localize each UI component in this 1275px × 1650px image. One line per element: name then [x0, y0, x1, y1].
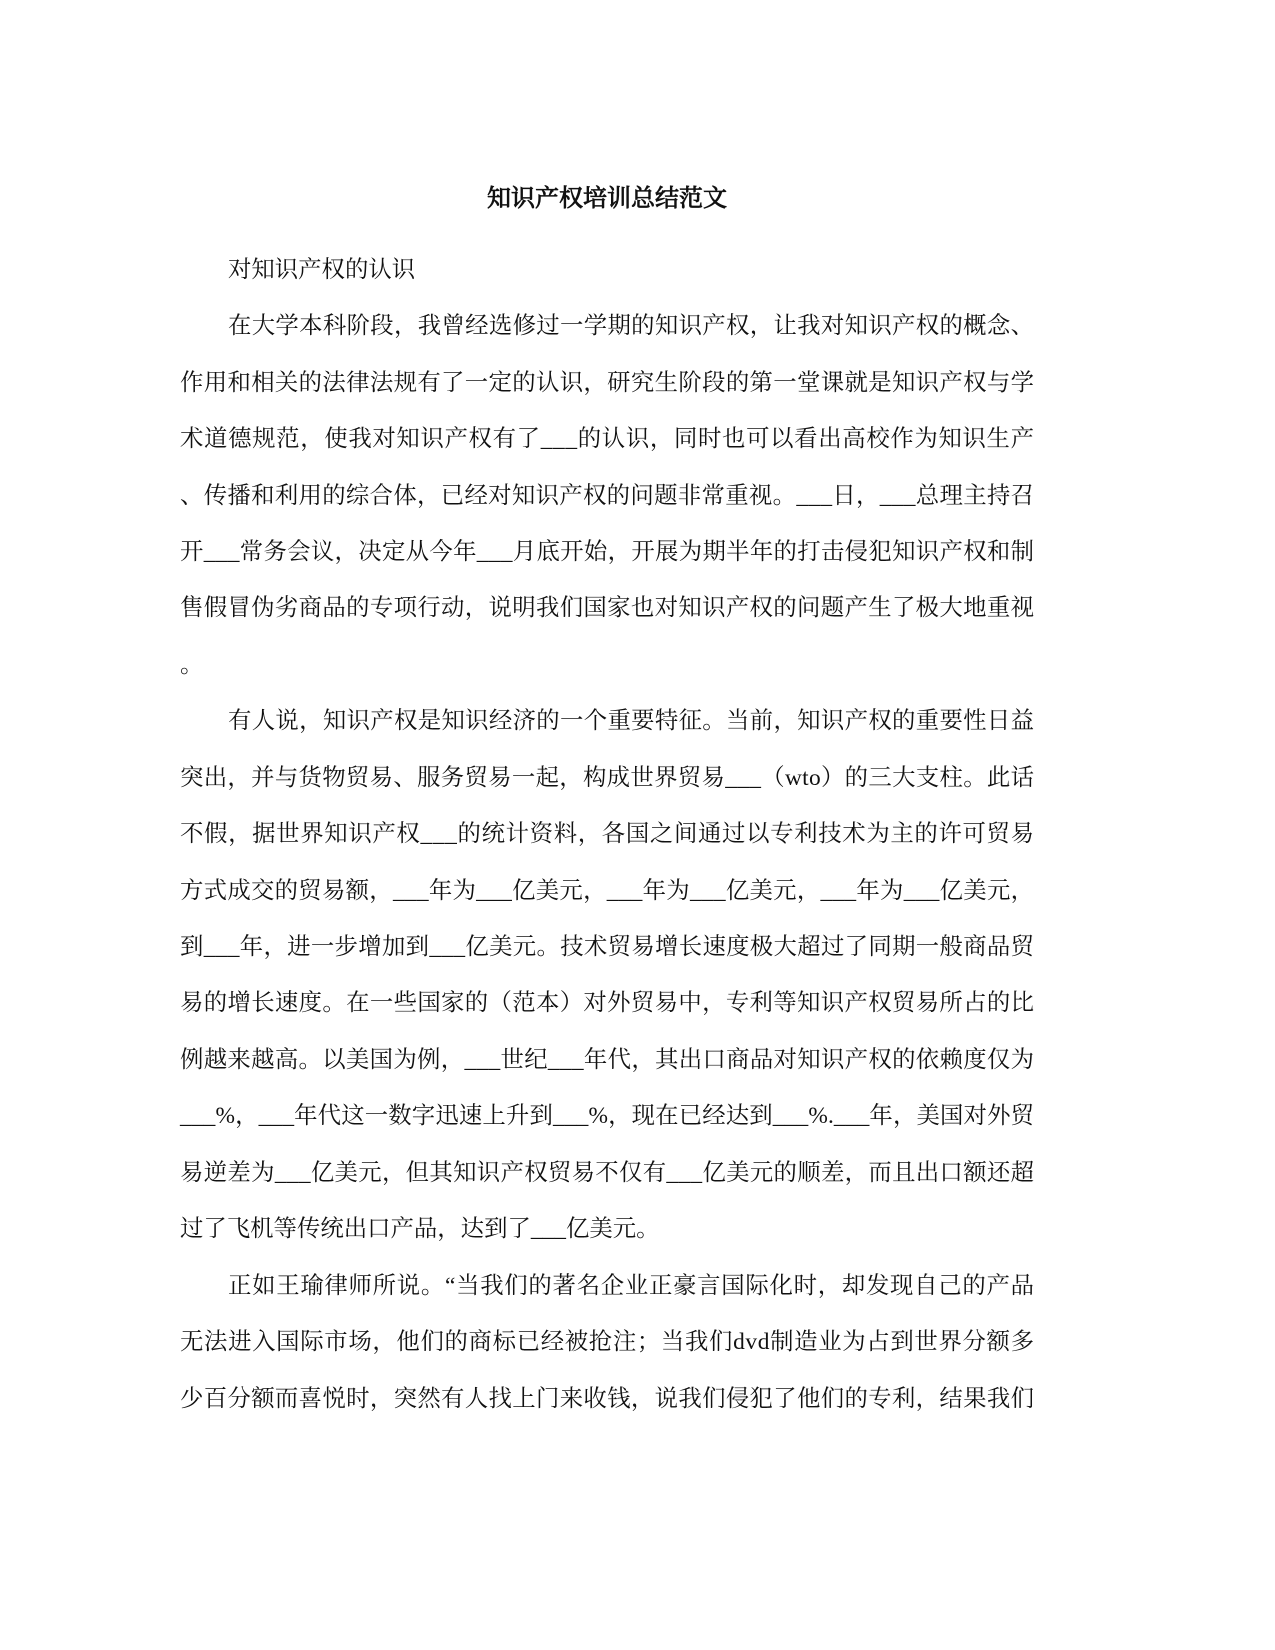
section-heading: 对知识产权的认识 [228, 256, 416, 283]
body-text-line: 在大学本科阶段，我曾经选修过一学期的知识产权，让我对知识产权的概念、 [228, 313, 1035, 340]
body-text-line: 到___年，进一步增加到___亿美元。技术贸易增长速度极大超过了同期一般商品贸 [180, 934, 1035, 961]
body-text-line: 不假，据世界知识产权___的统计资料，各国之间通过以专利技术为主的许可贸易 [180, 821, 1035, 848]
body-text-line: 作用和相关的法律法规有了一定的认识，研究生阶段的第一堂课就是知识产权与学 [180, 369, 1035, 396]
body-text-line: 、传播和利用的综合体，已经对知识产权的问题非常重视。___日，___总理主持召 [180, 482, 1035, 509]
body-text-line: ___%，___年代这一数字迅速上升到___%，现在已经达到___%.___年，美国对外贸 [180, 1103, 1035, 1130]
body-text-line: 易逆差为___亿美元，但其知识产权贸易不仅有___亿美元的顺差，而且出口额还超 [180, 1159, 1035, 1186]
document-body [180, 242, 1034, 1427]
body-text-line: 术道德规范，使我对知识产权有了___的认识，同时也可以看出高校作为知识生产 [180, 426, 1035, 453]
body-text-line: 少百分额而喜悦时，突然有人找上门来收钱，说我们侵犯了他们的专利，结果我们 [180, 1385, 1035, 1412]
body-text-line: 。 [180, 651, 204, 678]
body-text-line: 售假冒伪劣商品的专项行动，说明我们国家也对知识产权的问题产生了极大地重视 [180, 595, 1035, 622]
body-text-line: 过了飞机等传统出口产品，达到了___亿美元。 [180, 1216, 660, 1243]
document-title: 知识产权培训总结范文 [487, 186, 727, 212]
body-text-line: 易的增长速度。在一些国家的（范本）对外贸易中，专利等知识产权贸易所占的比 [180, 990, 1035, 1017]
body-text-line: 开___常务会议，决定从今年___月底开始，开展为期半年的打击侵犯知识产权和制 [180, 538, 1035, 565]
body-text-line: 正如王瑜律师所说。“当我们的著名企业正豪言国际化时，却发现自己的产品 [228, 1272, 1035, 1299]
body-text-line: 突出，并与货物贸易、服务贸易一起，构成世界贸易___（wto）的三大支柱。此话 [180, 764, 1035, 791]
body-text-line: 例越来越高。以美国为例，___世纪___年代，其出口商品对知识产权的依赖度仅为 [180, 1046, 1035, 1073]
body-text-line: 有人说，知识产权是知识经济的一个重要特征。当前，知识产权的重要性日益 [228, 708, 1035, 735]
body-text-line: 无法进入国际市场，他们的商标已经被抢注；当我们dvd制造业为占到世界分额多 [180, 1329, 1035, 1356]
body-text-line: 方式成交的贸易额，___年为___亿美元，___年为___亿美元，___年为___亿美元， [180, 877, 1035, 904]
